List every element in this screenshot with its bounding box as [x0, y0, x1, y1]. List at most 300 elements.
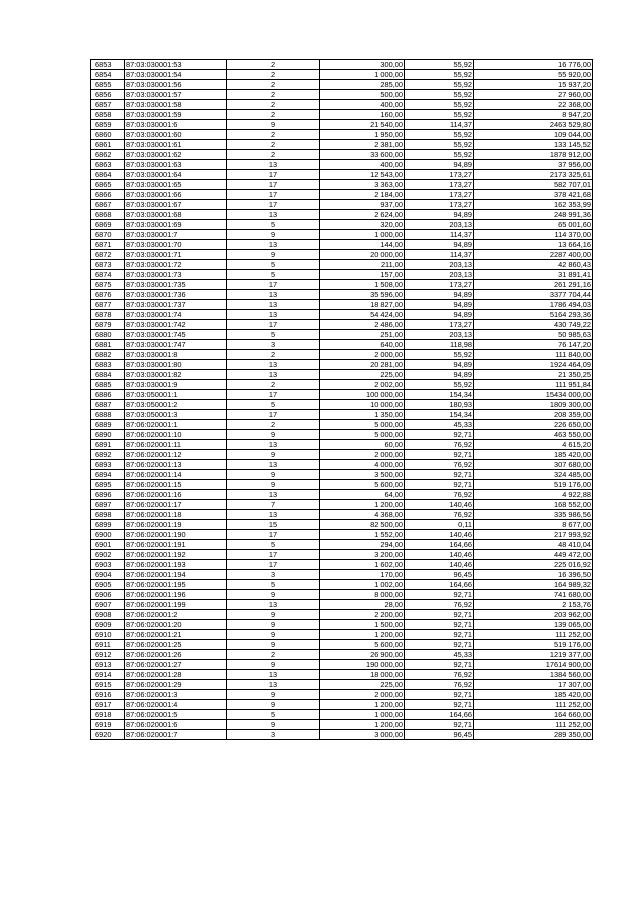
cadastral-number-cell: 87:06:020001:13	[125, 460, 227, 470]
table-row	[91, 150, 593, 160]
group-cell: 13	[227, 240, 320, 250]
group-cell: 5	[227, 330, 320, 340]
group-cell: 2	[227, 150, 320, 160]
value-cell: 65 001,60	[474, 220, 593, 230]
value-cell: 2463 529,80	[474, 120, 593, 130]
rate-cell: 114,37	[405, 250, 474, 260]
group-cell: 2	[227, 140, 320, 150]
row-number-cell: 6867	[91, 200, 125, 210]
value-cell: 48 410,04	[474, 540, 593, 550]
group-cell: 17	[227, 390, 320, 400]
rate-cell: 180,93	[405, 400, 474, 410]
row-number-cell: 6864	[91, 170, 125, 180]
area-cell: 1 500,00	[320, 620, 405, 630]
value-cell: 5164 293,36	[474, 310, 593, 320]
table-row	[91, 460, 593, 470]
cadastral-number-cell: 87:06:020001:4	[125, 700, 227, 710]
row-number-cell: 6873	[91, 260, 125, 270]
table-row	[91, 530, 593, 540]
cadastral-number-cell: 87:03:030001:58	[125, 100, 227, 110]
area-cell: 1 602,00	[320, 560, 405, 570]
rate-cell: 92,71	[405, 690, 474, 700]
value-cell: 37 956,00	[474, 160, 593, 170]
area-cell: 170,00	[320, 570, 405, 580]
value-cell: 335 986,56	[474, 510, 593, 520]
table-row	[91, 360, 593, 370]
cadastral-number-cell: 87:03:030001:61	[125, 140, 227, 150]
group-cell: 2	[227, 80, 320, 90]
table-row	[91, 300, 593, 310]
rate-cell: 94,89	[405, 210, 474, 220]
table-row	[91, 380, 593, 390]
rate-cell: 114,37	[405, 120, 474, 130]
area-cell: 5 000,00	[320, 420, 405, 430]
row-number-cell: 6914	[91, 670, 125, 680]
table-row	[91, 440, 593, 450]
cadastral-number-cell: 87:06:020001:18	[125, 510, 227, 520]
rate-cell: 140,46	[405, 500, 474, 510]
group-cell: 17	[227, 170, 320, 180]
rate-cell: 203,13	[405, 330, 474, 340]
group-cell: 2	[227, 420, 320, 430]
group-cell: 9	[227, 610, 320, 620]
table-row	[91, 640, 593, 650]
table-row	[91, 710, 593, 720]
table-row	[91, 90, 593, 100]
cadastral-number-cell: 87:06:020001:26	[125, 650, 227, 660]
cadastral-number-cell: 87:03:030001:65	[125, 180, 227, 190]
group-cell: 13	[227, 510, 320, 520]
value-cell: 248 991,36	[474, 210, 593, 220]
group-cell: 13	[227, 310, 320, 320]
value-cell: 741 680,00	[474, 590, 593, 600]
group-cell: 17	[227, 200, 320, 210]
row-number-cell: 6858	[91, 110, 125, 120]
rate-cell: 164,66	[405, 540, 474, 550]
value-cell: 16 776,00	[474, 60, 593, 70]
row-number-cell: 6904	[91, 570, 125, 580]
row-number-cell: 6863	[91, 160, 125, 170]
value-cell: 42 860,43	[474, 260, 593, 270]
cadastral-number-cell: 87:06:020001:2	[125, 610, 227, 620]
value-cell: 324 485,00	[474, 470, 593, 480]
cadastral-number-cell: 87:03:030001:74	[125, 310, 227, 320]
row-number-cell: 6872	[91, 250, 125, 260]
value-cell: 22 368,00	[474, 100, 593, 110]
row-number-cell: 6900	[91, 530, 125, 540]
rate-cell: 55,92	[405, 60, 474, 70]
cadastral-number-cell: 87:03:030001:747	[125, 340, 227, 350]
table-row	[91, 250, 593, 260]
group-cell: 2	[227, 650, 320, 660]
rate-cell: 92,71	[405, 450, 474, 460]
rate-cell: 45,33	[405, 650, 474, 660]
area-cell: 8 000,00	[320, 590, 405, 600]
table-row	[91, 670, 593, 680]
table-row	[91, 430, 593, 440]
rate-cell: 76,92	[405, 600, 474, 610]
value-cell: 519 176,00	[474, 480, 593, 490]
cadastral-number-cell: 87:03:030001:64	[125, 170, 227, 180]
area-cell: 160,00	[320, 110, 405, 120]
row-number-cell: 6877	[91, 300, 125, 310]
rate-cell: 118,98	[405, 340, 474, 350]
cadastral-number-cell: 87:03:030001:80	[125, 360, 227, 370]
cadastral-number-cell: 87:03:030001:68	[125, 210, 227, 220]
group-cell: 9	[227, 620, 320, 630]
row-number-cell: 6876	[91, 290, 125, 300]
group-cell: 9	[227, 640, 320, 650]
table-row	[91, 270, 593, 280]
cadastral-number-cell: 87:06:020001:10	[125, 430, 227, 440]
value-cell: 15434 000,00	[474, 390, 593, 400]
value-cell: 378 421,68	[474, 190, 593, 200]
area-cell: 2 486,00	[320, 320, 405, 330]
row-number-cell: 6874	[91, 270, 125, 280]
area-cell: 10 000,00	[320, 400, 405, 410]
row-number-cell: 6905	[91, 580, 125, 590]
area-cell: 3 000,00	[320, 730, 405, 740]
rate-cell: 140,46	[405, 560, 474, 570]
row-number-cell: 6911	[91, 640, 125, 650]
cadastral-number-cell: 87:03:030001:7	[125, 230, 227, 240]
row-number-cell: 6889	[91, 420, 125, 430]
row-number-cell: 6903	[91, 560, 125, 570]
table-row	[91, 330, 593, 340]
area-cell: 3 363,00	[320, 180, 405, 190]
area-cell: 400,00	[320, 160, 405, 170]
cadastral-number-cell: 87:06:020001:20	[125, 620, 227, 630]
cadastral-number-cell: 87:03:030001:67	[125, 200, 227, 210]
cadastral-number-cell: 87:06:020001:17	[125, 500, 227, 510]
value-cell: 111 951,84	[474, 380, 593, 390]
value-cell: 449 472,00	[474, 550, 593, 560]
row-number-cell: 6853	[91, 60, 125, 70]
row-number-cell: 6871	[91, 240, 125, 250]
cadastral-number-cell: 87:06:020001:15	[125, 480, 227, 490]
table-row	[91, 260, 593, 270]
group-cell: 9	[227, 700, 320, 710]
rate-cell: 92,71	[405, 700, 474, 710]
group-cell: 9	[227, 470, 320, 480]
cadastral-number-cell: 87:03:030001:736	[125, 290, 227, 300]
value-cell: 2173 325,61	[474, 170, 593, 180]
value-cell: 50 985,63	[474, 330, 593, 340]
rate-cell: 55,92	[405, 150, 474, 160]
area-cell: 1 000,00	[320, 710, 405, 720]
value-cell: 519 176,00	[474, 640, 593, 650]
table-row	[91, 480, 593, 490]
row-number-cell: 6884	[91, 370, 125, 380]
table-row	[91, 110, 593, 120]
row-number-cell: 6890	[91, 430, 125, 440]
area-cell: 157,00	[320, 270, 405, 280]
group-cell: 3	[227, 570, 320, 580]
table-row	[91, 610, 593, 620]
cadastral-number-cell: 87:03:030001:742	[125, 320, 227, 330]
rate-cell: 76,92	[405, 680, 474, 690]
table-row	[91, 680, 593, 690]
group-cell: 13	[227, 360, 320, 370]
rate-cell: 94,89	[405, 310, 474, 320]
rate-cell: 203,13	[405, 270, 474, 280]
cadastral-number-cell: 87:03:030001:745	[125, 330, 227, 340]
value-cell: 185 420,00	[474, 450, 593, 460]
value-cell: 8 947,20	[474, 110, 593, 120]
cadastral-number-cell: 87:06:020001:193	[125, 560, 227, 570]
area-cell: 100 000,00	[320, 390, 405, 400]
area-cell: 4 000,00	[320, 460, 405, 470]
value-cell: 463 550,00	[474, 430, 593, 440]
group-cell: 17	[227, 180, 320, 190]
table-row	[91, 230, 593, 240]
table-row	[91, 350, 593, 360]
rate-cell: 45,33	[405, 420, 474, 430]
value-cell: 1924 464,09	[474, 360, 593, 370]
value-cell: 109 044,00	[474, 130, 593, 140]
value-cell: 185 420,00	[474, 690, 593, 700]
table-row	[91, 580, 593, 590]
group-cell: 13	[227, 670, 320, 680]
cadastral-number-cell: 87:03:030001:62	[125, 150, 227, 160]
area-cell: 28,00	[320, 600, 405, 610]
rate-cell: 55,92	[405, 110, 474, 120]
area-cell: 285,00	[320, 80, 405, 90]
table-row	[91, 590, 593, 600]
area-cell: 1 002,00	[320, 580, 405, 590]
cadastral-number-cell: 87:03:030001:53	[125, 60, 227, 70]
cadastral-number-cell: 87:06:020001:25	[125, 640, 227, 650]
table-row	[91, 660, 593, 670]
row-number-cell: 6882	[91, 350, 125, 360]
table-row	[91, 130, 593, 140]
row-number-cell: 6912	[91, 650, 125, 660]
cadastral-number-cell: 87:06:020001:199	[125, 600, 227, 610]
cadastral-number-cell: 87:06:020001:1	[125, 420, 227, 430]
value-cell: 17 307,00	[474, 680, 593, 690]
group-cell: 5	[227, 400, 320, 410]
cadastral-number-cell: 87:03:030001:59	[125, 110, 227, 120]
table-row	[91, 420, 593, 430]
row-number-cell: 6892	[91, 450, 125, 460]
value-cell: 111 252,00	[474, 630, 593, 640]
group-cell: 17	[227, 560, 320, 570]
rate-cell: 55,92	[405, 130, 474, 140]
rate-cell: 92,71	[405, 480, 474, 490]
area-cell: 33 600,00	[320, 150, 405, 160]
value-cell: 27 960,00	[474, 90, 593, 100]
row-number-cell: 6917	[91, 700, 125, 710]
table-body	[91, 60, 593, 740]
value-cell: 114 370,00	[474, 230, 593, 240]
group-cell: 5	[227, 260, 320, 270]
cadastral-number-cell: 87:03:030001:54	[125, 70, 227, 80]
group-cell: 5	[227, 540, 320, 550]
rate-cell: 94,89	[405, 160, 474, 170]
value-cell: 16 396,50	[474, 570, 593, 580]
group-cell: 17	[227, 530, 320, 540]
table-row	[91, 80, 593, 90]
group-cell: 2	[227, 130, 320, 140]
cadastral-number-cell: 87:06:020001:29	[125, 680, 227, 690]
cadastral-number-cell: 87:03:030001:8	[125, 350, 227, 360]
table-row	[91, 60, 593, 70]
rate-cell: 92,71	[405, 610, 474, 620]
rate-cell: 140,46	[405, 530, 474, 540]
rate-cell: 55,92	[405, 380, 474, 390]
area-cell: 26 900,00	[320, 650, 405, 660]
area-cell: 225,00	[320, 370, 405, 380]
value-cell: 111 252,00	[474, 700, 593, 710]
area-cell: 320,00	[320, 220, 405, 230]
area-cell: 4 368,00	[320, 510, 405, 520]
cadastral-number-cell: 87:06:020001:16	[125, 490, 227, 500]
area-cell: 18 827,00	[320, 300, 405, 310]
table-row	[91, 180, 593, 190]
row-number-cell: 6854	[91, 70, 125, 80]
rate-cell: 55,92	[405, 70, 474, 80]
area-cell: 5 000,00	[320, 430, 405, 440]
area-cell: 2 200,00	[320, 610, 405, 620]
area-cell: 500,00	[320, 90, 405, 100]
area-cell: 82 500,00	[320, 520, 405, 530]
rate-cell: 76,92	[405, 510, 474, 520]
area-cell: 5 600,00	[320, 640, 405, 650]
cadastral-number-cell: 87:06:020001:11	[125, 440, 227, 450]
rate-cell: 76,92	[405, 460, 474, 470]
area-cell: 12 543,00	[320, 170, 405, 180]
value-cell: 133 145,52	[474, 140, 593, 150]
row-number-cell: 6855	[91, 80, 125, 90]
cadastral-number-cell: 87:06:020001:21	[125, 630, 227, 640]
cadastral-number-cell: 87:03:030001:66	[125, 190, 227, 200]
cadastral-number-cell: 87:03:030001:6	[125, 120, 227, 130]
value-cell: 203 962,00	[474, 610, 593, 620]
row-number-cell: 6894	[91, 470, 125, 480]
value-cell: 289 350,00	[474, 730, 593, 740]
rate-cell: 94,89	[405, 240, 474, 250]
group-cell: 13	[227, 490, 320, 500]
area-cell: 20 000,00	[320, 250, 405, 260]
rate-cell: 203,13	[405, 220, 474, 230]
row-number-cell: 6920	[91, 730, 125, 740]
cadastral-number-cell: 87:06:020001:3	[125, 690, 227, 700]
row-number-cell: 6880	[91, 330, 125, 340]
area-cell: 5 600,00	[320, 480, 405, 490]
cadastral-number-cell: 87:06:020001:7	[125, 730, 227, 740]
group-cell: 17	[227, 320, 320, 330]
row-number-cell: 6908	[91, 610, 125, 620]
area-cell: 35 596,00	[320, 290, 405, 300]
row-number-cell: 6915	[91, 680, 125, 690]
area-cell: 1 552,00	[320, 530, 405, 540]
cadastral-number-cell: 87:03:030001:56	[125, 80, 227, 90]
rate-cell: 164,66	[405, 710, 474, 720]
table-row	[91, 200, 593, 210]
rate-cell: 173,27	[405, 280, 474, 290]
rate-cell: 92,71	[405, 630, 474, 640]
table-row	[91, 140, 593, 150]
table-row	[91, 550, 593, 560]
rate-cell: 94,89	[405, 290, 474, 300]
area-cell: 1 508,00	[320, 280, 405, 290]
area-cell: 3 200,00	[320, 550, 405, 560]
value-cell: 162 353,99	[474, 200, 593, 210]
table-row	[91, 490, 593, 500]
area-cell: 1 200,00	[320, 630, 405, 640]
row-number-cell: 6879	[91, 320, 125, 330]
value-cell: 15 937,20	[474, 80, 593, 90]
group-cell: 5	[227, 270, 320, 280]
table-row	[91, 690, 593, 700]
group-cell: 7	[227, 500, 320, 510]
value-cell: 1878 912,00	[474, 150, 593, 160]
row-number-cell: 6875	[91, 280, 125, 290]
row-number-cell: 6856	[91, 90, 125, 100]
value-cell: 168 552,00	[474, 500, 593, 510]
value-cell: 217 993,92	[474, 530, 593, 540]
group-cell: 13	[227, 370, 320, 380]
value-cell: 164 660,00	[474, 710, 593, 720]
row-number-cell: 6868	[91, 210, 125, 220]
value-cell: 1384 560,00	[474, 670, 593, 680]
value-cell: 111 252,00	[474, 720, 593, 730]
table-row	[91, 190, 593, 200]
table-row	[91, 650, 593, 660]
row-number-cell: 6897	[91, 500, 125, 510]
table-row	[91, 320, 593, 330]
rate-cell: 140,46	[405, 550, 474, 560]
table-row	[91, 100, 593, 110]
cadastral-number-cell: 87:03:030001:69	[125, 220, 227, 230]
group-cell: 5	[227, 710, 320, 720]
group-cell: 9	[227, 690, 320, 700]
group-cell: 13	[227, 440, 320, 450]
table-row	[91, 470, 593, 480]
table-row	[91, 570, 593, 580]
area-cell: 2 381,00	[320, 140, 405, 150]
cadastral-number-cell: 87:06:020001:27	[125, 660, 227, 670]
area-cell: 937,00	[320, 200, 405, 210]
table-row	[91, 390, 593, 400]
cadastral-number-cell: 87:03:030001:57	[125, 90, 227, 100]
table-row	[91, 720, 593, 730]
row-number-cell: 6910	[91, 630, 125, 640]
group-cell: 17	[227, 550, 320, 560]
rate-cell: 94,89	[405, 300, 474, 310]
cadastral-number-cell: 87:06:020001:195	[125, 580, 227, 590]
area-cell: 211,00	[320, 260, 405, 270]
cadastral-number-cell: 87:03:030001:63	[125, 160, 227, 170]
table-row	[91, 700, 593, 710]
rate-cell: 92,71	[405, 430, 474, 440]
value-cell: 2 153,76	[474, 600, 593, 610]
value-cell: 1809 300,00	[474, 400, 593, 410]
document-page	[90, 59, 593, 740]
area-cell: 3 500,00	[320, 470, 405, 480]
area-cell: 1 950,00	[320, 130, 405, 140]
value-cell: 4 615,20	[474, 440, 593, 450]
table-row	[91, 160, 593, 170]
group-cell: 9	[227, 450, 320, 460]
row-number-cell: 6885	[91, 380, 125, 390]
group-cell: 15	[227, 520, 320, 530]
value-cell: 208 359,00	[474, 410, 593, 420]
row-number-cell: 6898	[91, 510, 125, 520]
table-row	[91, 170, 593, 180]
table-row	[91, 500, 593, 510]
row-number-cell: 6860	[91, 130, 125, 140]
